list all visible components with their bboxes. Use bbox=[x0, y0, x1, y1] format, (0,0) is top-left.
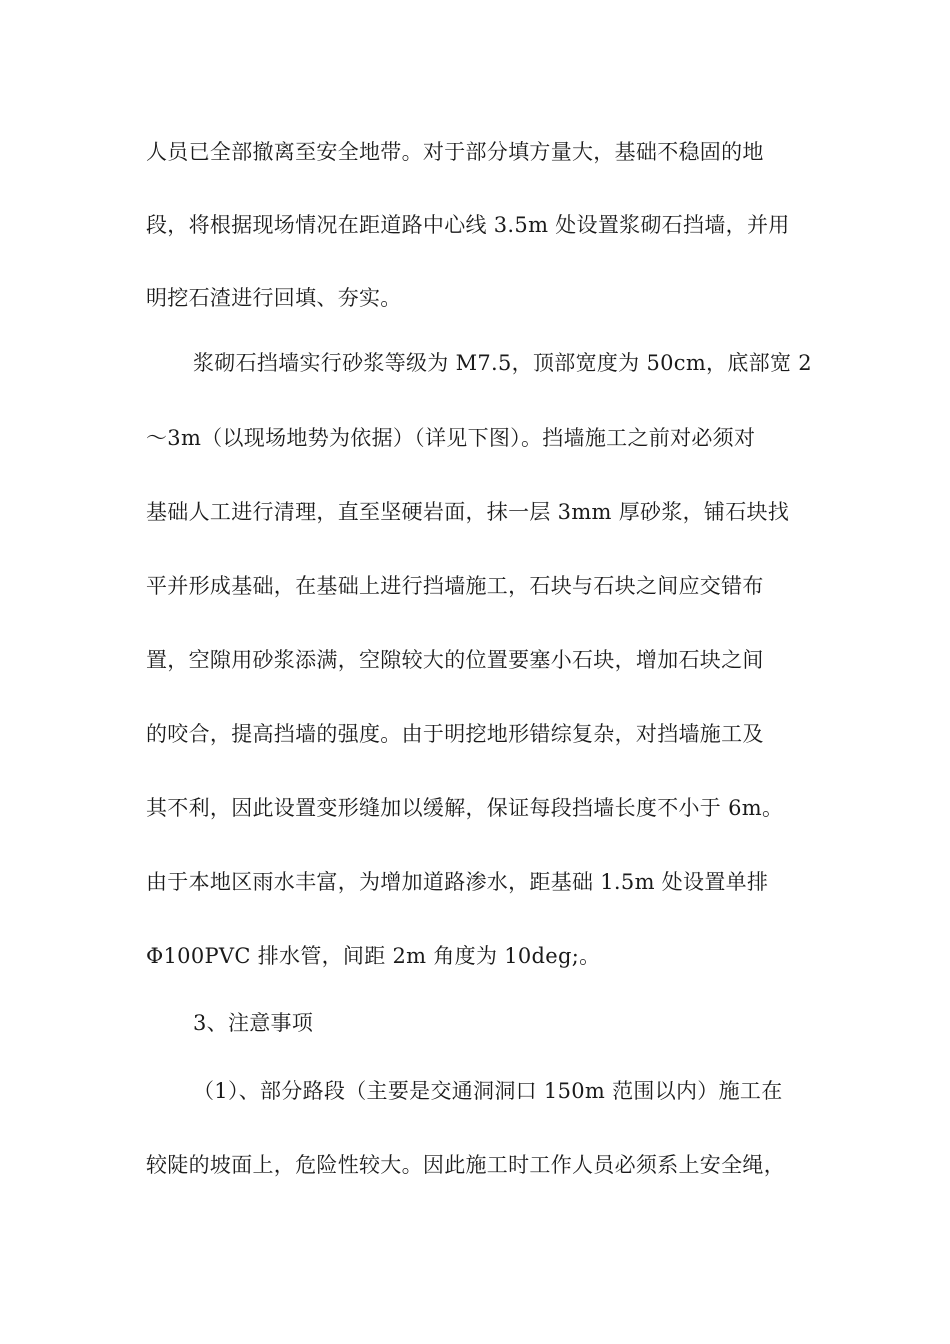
paragraph-line: 人员已全部撤离至安全地带。对于部分填方量大，基础不稳固的地 bbox=[146, 140, 764, 164]
paragraph-line: 由于本地区雨水丰富，为增加道路渗水，距基础 1.5m 处设置单排 bbox=[146, 870, 769, 894]
section-heading: 3、注意事项 bbox=[193, 1011, 314, 1035]
paragraph-line: 的咬合，提高挡墙的强度。由于明挖地形错综复杂，对挡墙施工及 bbox=[146, 722, 764, 746]
paragraph-line: 基础人工进行清理，直至坚硬岩面，抹一层 3mm 厚砂浆，铺石块找 bbox=[146, 500, 790, 524]
paragraph-line: 置，空隙用砂浆添满，空隙较大的位置要塞小石块，增加石块之间 bbox=[146, 648, 764, 672]
paragraph-line: Φ100PVC 排水管，间距 2m 角度为 10deg;。 bbox=[146, 944, 601, 968]
paragraph-line: 浆砌石挡墙实行砂浆等级为 M7.5，顶部宽度为 50cm，底部宽 2 bbox=[193, 351, 812, 375]
paragraph-line: ～3m（以现场地势为依据）（详见下图）。挡墙施工之前对必须对 bbox=[146, 426, 756, 450]
paragraph-line: 平并形成基础，在基础上进行挡墙施工，石块与石块之间应交错布 bbox=[146, 574, 764, 598]
paragraph-line: 其不利，因此设置变形缝加以缓解，保证每段挡墙长度不小于 6m。 bbox=[146, 796, 784, 820]
paragraph-line: （1）、部分路段（主要是交通洞洞口 150m 范围以内）施工在 bbox=[193, 1079, 783, 1103]
paragraph-line: 段，将根据现场情况在距道路中心线 3.5m 处设置浆砌石挡墙，并用 bbox=[146, 213, 790, 237]
paragraph-line: 较陡的坡面上，危险性较大。因此施工时工作人员必须系上安全绳， bbox=[146, 1153, 785, 1177]
paragraph-line: 明挖石渣进行回填、夯实。 bbox=[146, 286, 402, 310]
